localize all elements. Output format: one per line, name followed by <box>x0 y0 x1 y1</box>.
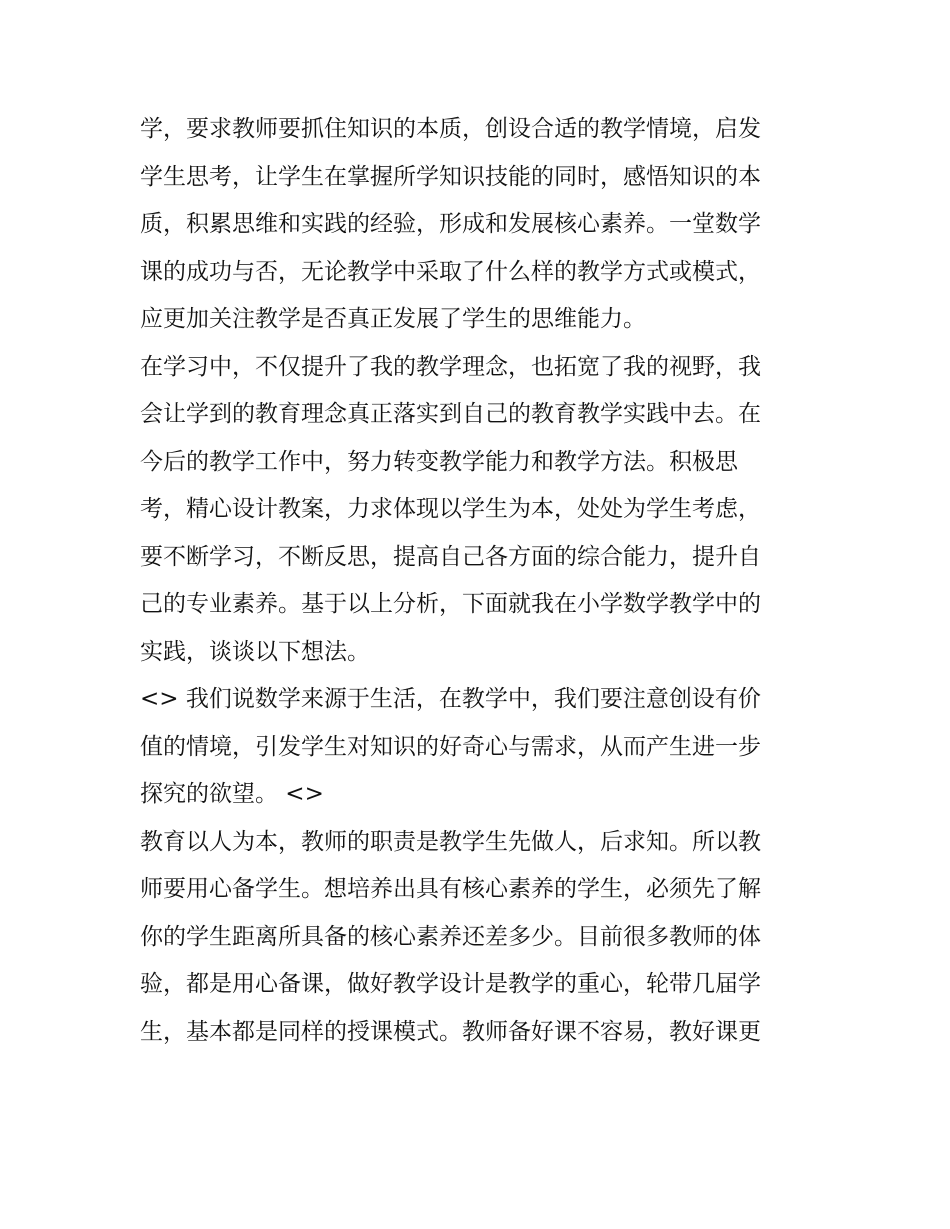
text-line: 学生思考，让学生在掌握所学知识技能的同时，感悟知识的本 <box>140 163 761 190</box>
text-line: 在学习中，不仅提升了我的教学理念，也拓宽了我的视野，我 <box>140 353 761 380</box>
text-line: <> 我们说数学来源于生活，在教学中，我们要注意创设有价 <box>140 686 761 712</box>
document-body <box>140 106 812 1056</box>
text-line: 实践，谈谈以下想法。 <box>140 638 370 665</box>
text-line: 教育以人为本，教师的职责是教学生先做人，后求知。所以教 <box>140 828 761 855</box>
text-line: 己的专业素养。基于以上分析，下面就我在小学数学教学中的 <box>140 591 761 617</box>
text-line: 你的学生距离所具备的核心素养还差多少。目前很多教师的体 <box>140 923 761 950</box>
text-line: 学，要求教师要抓住知识的本质，创设合适的教学情境，启发 <box>140 116 761 142</box>
text-line: 课的成功与否，无论教学中采取了什么样的教学方式或模式， <box>140 258 761 285</box>
text-line: 值的情境，引发学生对知识的好奇心与需求，从而产生进一步 <box>140 733 761 760</box>
text-line: 验，都是用心备课，做好教学设计是教学的重心，轮带几届学 <box>140 971 761 997</box>
text-line: 质，积累思维和实践的经验，形成和发展核心素养。一堂数学 <box>140 211 761 237</box>
text-line: 考，精心设计教案，力求体现以学生为本，处处为学生考虑， <box>140 496 761 522</box>
text-line: 会让学到的教育理念真正落实到自己的教育教学实践中去。在 <box>140 401 761 427</box>
text-line: 今后的教学工作中，努力转变教学能力和教学方法。积极思 <box>140 448 738 475</box>
text-line: 应更加关注教学是否真正发展了学生的思维能力。 <box>140 306 646 332</box>
text-line: 探究的欲望。 <> <box>140 781 324 807</box>
text-line: 生，基本都是同样的授课模式。教师备好课不容易，教好课更 <box>140 1018 761 1045</box>
text-line: 要不断学习，不断反思，提高自己各方面的综合能力，提升自 <box>140 543 761 570</box>
text-line: 师要用心备学生。想培养出具有核心素养的学生，必须先了解 <box>140 876 761 902</box>
